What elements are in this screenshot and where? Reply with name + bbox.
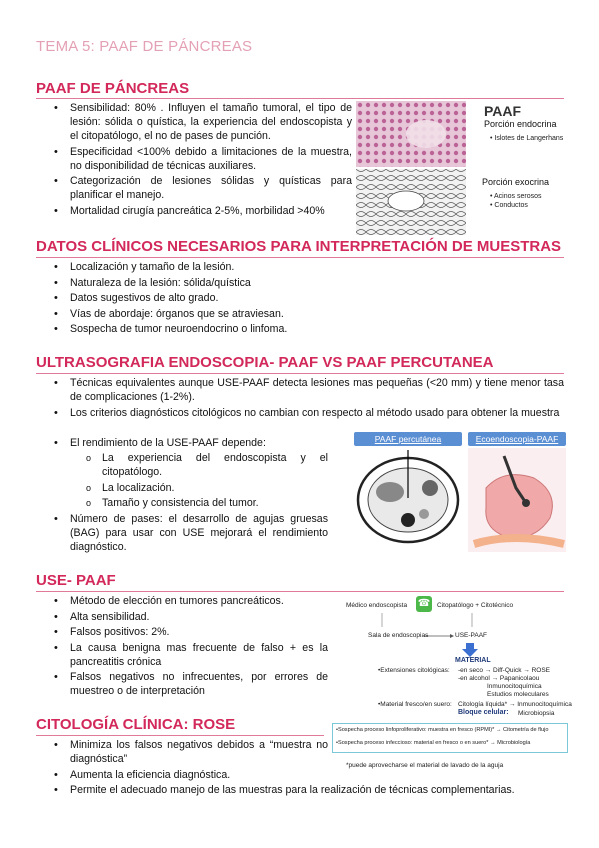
rose-bullet-list [36, 738, 328, 783]
ultra-sub-list [36, 451, 328, 512]
list-item: • Minimiza los falsos negativos debidos a “muestra no diagnóstica” [36, 738, 328, 766]
bloque-label: Bloque celular: [458, 709, 509, 716]
ext-seco: -en seco → Diff-Quick → ROSE [458, 667, 550, 674]
ultra-bullet-list-full [36, 376, 564, 421]
paaf-comparison-figure [354, 432, 566, 552]
percutanea-tab: PAAF percutánea [354, 432, 462, 446]
datos-bullet-list [36, 260, 556, 338]
suero-value: Citología líquida* → Inmunocitoquímica [458, 701, 572, 708]
histology-image [356, 101, 466, 235]
ext-estudios: Estudios moleculares [487, 691, 549, 698]
section-rule [36, 735, 324, 736]
list-item: • Aumenta la eficiencia diagnóstica. [36, 768, 328, 782]
section-heading-datos: DATOS CLÍNICOS NECESARIOS PARA INTERPRETACIÓN DE MUESTRAS [36, 238, 562, 255]
medico-label: Médico endoscopista [346, 602, 408, 609]
phone-icon: ☎ [416, 596, 432, 612]
figure-title: PAAF [484, 103, 522, 119]
ext-label: •Extensiones citológicas: [378, 667, 450, 674]
use-paaf-workflow-diagram [332, 595, 572, 755]
ultra-bullet-list-narrow [36, 436, 328, 452]
list-item: • Naturaleza de la lesión: sólida/quística [36, 276, 556, 290]
bloque-value: Microbiopsia [518, 710, 555, 717]
list-item: • Datos sugestivos de alto grado. [36, 291, 556, 305]
ext-alcohol: -en alcohol → Papanicolaou [458, 675, 540, 682]
citopatologo-label: Citopatólogo + Citotécnico [437, 602, 514, 609]
ecoendoscopia-tab: Ecoendoscopia-PAAF [468, 432, 566, 446]
section-rule [36, 373, 564, 374]
list-item: • Falsos positivos: 2%. [36, 625, 328, 639]
ultra-bullet-list-pases [36, 512, 328, 556]
list-item: • Vías de abordaje: órganos que se atraviesan. [36, 307, 556, 321]
exocrine-label: Porción exocrina [482, 177, 550, 187]
section-rule [36, 98, 564, 99]
list-item: o Tamaño y consistencia del tumor. [36, 496, 328, 510]
section-heading-ultra: ULTRASOGRAFIA ENDOSCOPIA- PAAF VS PAAF PERCUTANEA [36, 354, 494, 371]
list-item: o La experiencia del endoscopista y el citopatólogo. [36, 451, 328, 479]
sala-label: Sala de endoscopias [368, 632, 429, 639]
list-item: • Categorización de lesiones sólidas y quísticas para planificar el manejo. [36, 174, 352, 202]
list-item: • El rendimiento de la USE-PAAF depende: [36, 436, 328, 450]
list-item: • Alta sensibilidad. [36, 610, 328, 624]
anatomy-illustration [354, 448, 566, 552]
list-item: • Método de elección en tumores pancreáticos. [36, 594, 328, 608]
paaf-bullet-list [36, 101, 352, 219]
list-item: • Sospecha de tumor neuroendocrino o linfoma. [36, 322, 556, 336]
sospecha-linfoproliferativo: •Sospecha proceso linfoproliferativo: muestra en fresco (RPMI)* → Citometría de flujo [336, 727, 549, 733]
endocrine-label: Porción endocrina [484, 119, 557, 129]
list-item: • Permite el adecuado manejo de las muestras para la realización de técnicas complementarias. [36, 783, 564, 797]
material-label: MATERIAL [455, 657, 491, 664]
rose-bullet-list-wide [36, 783, 564, 799]
section-rule [36, 591, 564, 592]
suero-label: •Material fresco/en suero: [378, 701, 452, 708]
ext-inmuno: Inmunocitoquímica [487, 683, 542, 690]
list-item: • Sensibilidad: 80% . Influyen el tamaño tumoral, el tipo de lesión: sólida o quística, la experiencia del endoscopista y el citopatólogo, el no de pases de punción. [36, 101, 352, 143]
list-item: • Falsos negativos no infrecuentes, por errores de muestreo o de interpretación [36, 670, 328, 698]
list-item: • Número de pases: el desarrollo de agujas gruesas (BAG) para usar con USE mejorará el rendimiento diagnóstico. [36, 512, 328, 554]
workflow-footnote: *puede aprovecharse el material de lavado de la aguja [346, 762, 504, 769]
exocrine-item: • Acinos serosos [490, 193, 542, 200]
section-heading-rose: CITOLOGÍA CLÍNICA: ROSE [36, 716, 236, 733]
section-rule [36, 257, 564, 258]
page-title: TEMA 5: PAAF DE PÁNCREAS [36, 38, 253, 55]
list-item: • Localización y tamaño de la lesión. [36, 260, 556, 274]
list-item: • Los criterios diagnósticos citológicos no cambian con respecto al método usado para obtener la muestra [36, 406, 564, 420]
list-item: • La causa benigna mas frecuente de falso + es la pancreatitis crónica [36, 641, 328, 669]
use-bullet-list [36, 594, 328, 700]
section-heading-use: USE- PAAF [36, 572, 116, 589]
list-item: o La localización. [36, 481, 328, 495]
flow-connectors [332, 609, 568, 669]
section-heading-paaf: PAAF DE PÁNCREAS [36, 80, 190, 97]
list-item: • Especificidad <100% debido a limitaciones de la muestra, no disponibilidad de técnicas auxiliares. [36, 145, 352, 173]
paaf-histology-figure [356, 101, 566, 235]
use-paaf-label: USE-PAAF [455, 632, 488, 639]
sospecha-box [332, 723, 568, 753]
list-item: • Técnicas equivalentes aunque USE-PAAF detecta lesiones mas pequeñas (<20 mm) y tiene menor tasa de complicaciones (1-2%). [36, 376, 564, 404]
endocrine-item: • Islotes de Langerhans [490, 135, 564, 142]
exocrine-item: • Conductos [490, 202, 528, 209]
sospecha-infeccioso: •Sospecha proceso infeccioso: material en fresco o en suero* → Microbiología [336, 740, 531, 746]
list-item: • Mortalidad cirugía pancreática 2-5%, morbilidad >40% [36, 204, 352, 218]
